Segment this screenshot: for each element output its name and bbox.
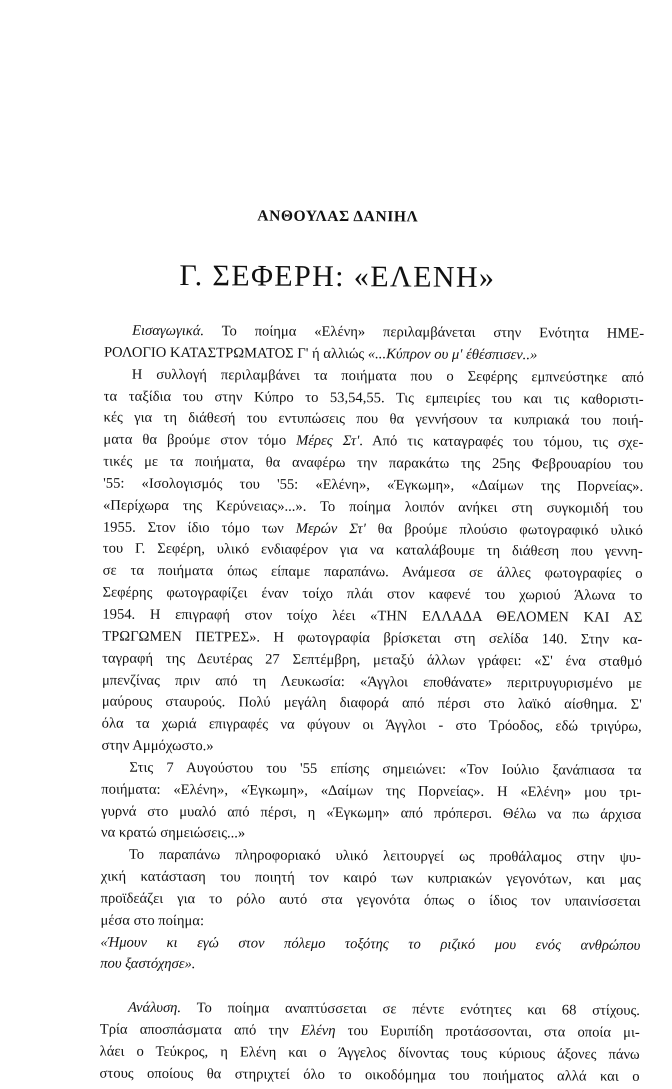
paragraph-introduction bbox=[104, 321, 644, 368]
text-line: να κρατώ σημειώσεις...» bbox=[100, 824, 246, 842]
text-line: προϊδεάζει για το ρόλο αυτό στα γεγονότα όπως ο ίδιος τον υπαινίσσεται bbox=[100, 890, 641, 910]
text-line: «Περίχωρα της Κερύνειας»...». Το ποίημα λοιπόν ανήκει στη συγκομιδή του bbox=[102, 497, 644, 517]
author-name: ΑΝΘΟΥΛΑΣ ΔΑΝΙΗΛ bbox=[257, 207, 419, 226]
text-line: σε τα ποιήματα όπως είπαμε παραπάνω. Ανάμεσα σε άλλες φωτογραφίες ο bbox=[102, 562, 643, 583]
text-line: ματα θα βρούμε στον τόμο Μέρες Στ'. Από τις καταγραφές του τόμου, τις σχε- bbox=[103, 431, 644, 452]
text-line: Τρία αποσπάσματα από την Ελένη του Ευριπίδη προτάσσονται, στα οποία μι- bbox=[99, 1021, 640, 1042]
text-line: Στις 7 Αυγούστου του '55 επίσης σημειώνει: «Τον Ιούλιο ξανάπιασα τα bbox=[129, 759, 642, 779]
text-line: του Γ. Σεφέρη, υλικό ενδιαφέρον για να καταλάβουμε τη διάθεση που γεννη- bbox=[102, 541, 643, 561]
article-title: Γ. ΣΕΦΕΡΗ: «ΕΛΕΝΗ» bbox=[179, 259, 496, 294]
paragraph-collection bbox=[101, 364, 643, 760]
paragraph-analysis bbox=[99, 998, 640, 1089]
text-line: ποιήματα: «Ελένη», «Έγκωμη», «Δαίμων της Πορνείας». Η «Ελένη» μου τρι- bbox=[101, 781, 642, 801]
text-line: Εισαγωγικά. Το ποίημα «Ελένη» περιλαμβάνεται στην Ενότητα ΗΜΕ- bbox=[132, 322, 645, 342]
text-line: μέσα στο ποίημα: bbox=[100, 912, 205, 929]
text-line: μαύρους σταυρούς. Πολύ μεγάλη διαφορά από πέρσι στο λαϊκό αίσθημα. Σ' bbox=[101, 693, 642, 714]
text-line: τα ταξίδια του στην Κύπρο το 53,54,55. Τις εμπειρίες του και τις καθοριστι- bbox=[103, 388, 644, 408]
text-line: γυρνά στο μυαλό από πέρσι, η «Έγκωμη» από πρόπερσι. Θέλω να πω άρχισα bbox=[101, 803, 642, 823]
text-line: χική κατάσταση του ποιητή τον καιρό των κυπριακών γεγονότων, και μας bbox=[100, 868, 641, 888]
article-body bbox=[99, 321, 644, 1089]
text-line: λάει ο Τεύκρος, η Ελένη και ο Άγγελος δίνοντας τους κύριους άξονες πάνω bbox=[99, 1043, 640, 1063]
text-line: τικές με τα ποιήματα, θα αναφέρω την παρακάτω της 25ης Φεβρουαρίου του bbox=[103, 453, 644, 473]
text-line: ΤΡΩΓΩΜΕΝ ΠΕΤΡΕΣ». Η φωτογραφία βρίσκεται στη σελίδα 140. Στην κα- bbox=[102, 628, 643, 648]
text-line: '55: «Ισολογισμός του '55: «Ελένη», «Έγκωμη», «Δαίμων της Πορνείας». bbox=[103, 475, 644, 495]
text-line: μπενζίνας πριν από τη Λευκωσία: «Άγγλοι εποθάνατε» περιτρυγυρισμένο με bbox=[101, 672, 643, 692]
text-line: κές για τη διάθεσή του εντυπώσεις που θα γεννήσουν τα κυπριακά του ποιή- bbox=[103, 409, 644, 430]
text-line: Η συλλογή περιλαμβάνει τα ποιήματα που ο Σεφέρης εμπνεύστηκε από bbox=[131, 366, 644, 386]
text-line: Σεφέρης φωτογραφίζει έναν τοίχο πλάι στον καφενέ του χωριού Άλωνα το bbox=[102, 584, 643, 604]
text-line: Ανάλυση. Το ποίημα αναπτύσσεται σε πέντε ενότητες και 68 στίχους. bbox=[127, 1000, 641, 1020]
text-line: ταγραφή της Δευτέρας 27 Σεπτέμβρη, μεταξύ άλλων γράφει: «Σ' ένα σταθμό bbox=[102, 650, 643, 670]
text-line: 1955. Στον ίδιο τόμο των Μερών Στ' θα βρούμε πλούσιο φωτογραφικό υλικό bbox=[102, 519, 643, 539]
section-label-introduction: Εισαγωγικά. bbox=[132, 322, 205, 340]
quote-line: «Ήμουν κι εγώ στον πόλεμο τοξότης το ριζικό μου ενός ανθρώπου bbox=[100, 934, 641, 954]
text-line: 1954. Η επιγραφή στον τοίχο λέει «ΤΗΝ ΕΛΛΑΔΑ ΘΕΛΟΜΕΝ ΚΑΙ ΑΣ bbox=[102, 606, 643, 626]
quote-line: που ξαστόχησε». bbox=[100, 956, 196, 973]
text-line: ΡΟΛΟΓΙΟ ΚΑΤΑΣΤΡΩΜΑΤΟΣ Γ' ή αλλιώς «...Κύπρον ου μ' έθέσπισεν..» bbox=[103, 344, 538, 364]
poem-quote bbox=[100, 932, 640, 979]
text-line: όλα τα χωριά επιγραφές να φύγουν οι Άγγλοι - στο Τρόοδος, εδώ τριγύρω, bbox=[101, 715, 642, 736]
paragraph-context bbox=[100, 845, 641, 936]
paragraph-august-note bbox=[101, 757, 642, 848]
text-line: Το παραπάνω πληροφοριακό υλικό λειτουργεί ως προθάλαμος στην ψυ- bbox=[128, 846, 641, 867]
text-line: στην Αμμόχωστο.» bbox=[101, 737, 214, 755]
section-label-analysis: Ανάλυση. bbox=[127, 1000, 182, 1017]
text-line: στους οποίους θα στηριχτεί όλο το οικοδόμημα του ποιήματος αλλά και ο bbox=[99, 1065, 640, 1085]
